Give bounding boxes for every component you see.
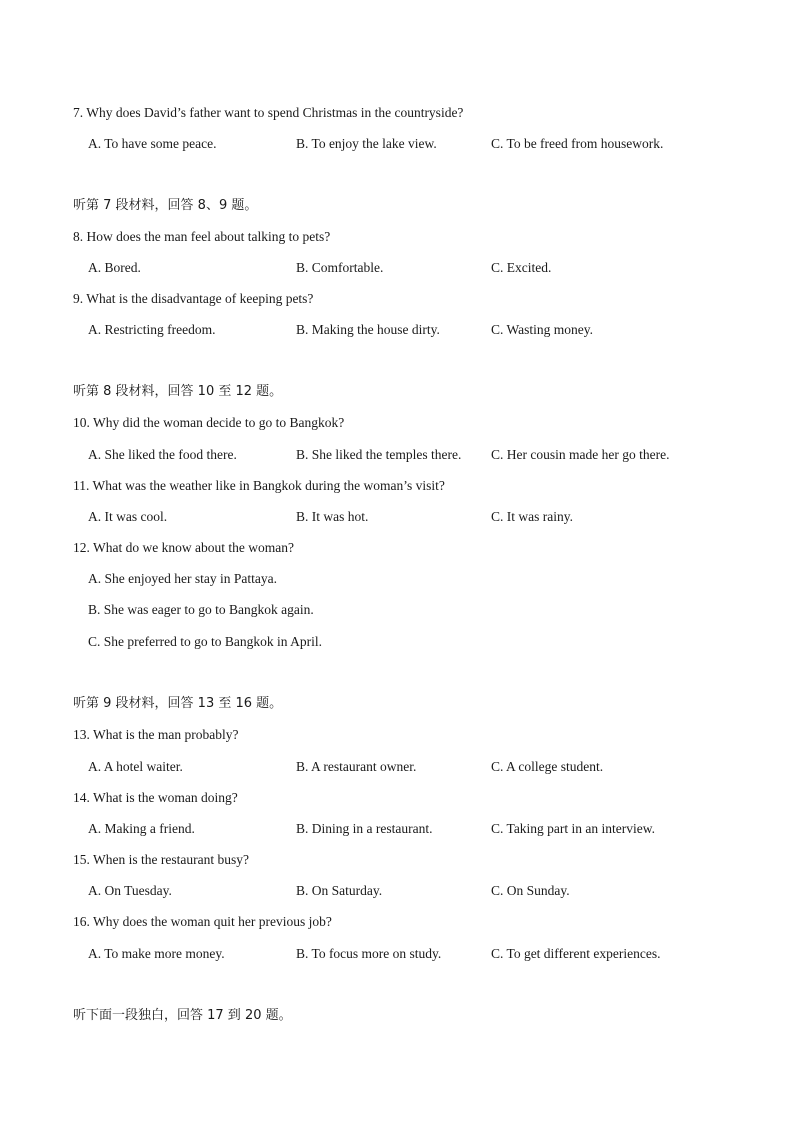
q13-option-c: C. A college student. xyxy=(491,759,604,774)
monologue-heading: 听下面一段独白，回答 17 到 20 题。 xyxy=(73,1008,292,1023)
q11-option-b: B. It was hot. xyxy=(296,509,369,524)
question-10: 10. Why did the woman decide to go to Bangkok? xyxy=(73,415,345,430)
q15-option-b: B. On Saturday. xyxy=(296,883,383,898)
question-14: 14. What is the woman doing? xyxy=(73,790,238,805)
q10-option-c: C. Her cousin made her go there. xyxy=(491,447,670,462)
q11-option-c: C. It was rainy. xyxy=(491,509,573,524)
q10-option-b: B. She liked the temples there. xyxy=(296,447,462,462)
q12-option-b: B. She was eager to go to Bangkok again. xyxy=(88,602,314,617)
question-13: 13. What is the man probably? xyxy=(73,727,239,742)
q15-option-c: C. On Sunday. xyxy=(491,883,570,898)
q7-option-b: B. To enjoy the lake view. xyxy=(296,136,437,151)
question-8: 8. How does the man feel about talking to pets? xyxy=(73,229,331,244)
question-9: 9. What is the disadvantage of keeping pets? xyxy=(73,291,314,306)
question-16: 16. Why does the woman quit her previous job? xyxy=(73,914,332,929)
q16-option-c: C. To get different experiences. xyxy=(491,946,661,961)
question-7: 7. Why does David’s father want to spend Christmas in the countryside? xyxy=(73,105,464,120)
q7-option-c: C. To be freed from housework. xyxy=(491,136,664,151)
q9-option-b: B. Making the house dirty. xyxy=(296,322,440,337)
question-11: 11. What was the weather like in Bangkok during the woman’s visit? xyxy=(73,478,445,493)
q14-option-b: B. Dining in a restaurant. xyxy=(296,821,433,836)
q15-option-a: A. On Tuesday. xyxy=(88,883,172,898)
question-15: 15. When is the restaurant busy? xyxy=(73,852,249,867)
q8-option-a: A. Bored. xyxy=(88,260,141,275)
q13-option-a: A. A hotel waiter. xyxy=(88,759,183,774)
q16-option-b: B. To focus more on study. xyxy=(296,946,442,961)
q14-option-c: C. Taking part in an interview. xyxy=(491,821,656,836)
question-12: 12. What do we know about the woman? xyxy=(73,540,294,555)
q8-option-b: B. Comfortable. xyxy=(296,260,384,275)
q12-option-a: A. She enjoyed her stay in Pattaya. xyxy=(88,571,277,586)
q10-option-a: A. She liked the food there. xyxy=(88,447,237,462)
q11-option-a: A. It was cool. xyxy=(88,509,168,524)
q12-option-c: C. She preferred to go to Bangkok in April. xyxy=(88,634,322,649)
section-9-heading: 听第 9 段材料，回答 13 至 16 题。 xyxy=(73,696,283,711)
q9-option-c: C. Wasting money. xyxy=(491,322,594,337)
q14-option-a: A. Making a friend. xyxy=(88,821,195,836)
q7-option-a: A. To have some peace. xyxy=(88,136,217,151)
q16-option-a: A. To make more money. xyxy=(88,946,225,961)
section-8-heading: 听第 8 段材料，回答 10 至 12 题。 xyxy=(73,384,283,399)
section-7-heading: 听第 7 段材料，回答 8、9 题。 xyxy=(73,198,258,213)
q8-option-c: C. Excited. xyxy=(491,260,552,275)
q13-option-b: B. A restaurant owner. xyxy=(296,759,417,774)
q9-option-a: A. Restricting freedom. xyxy=(88,322,216,337)
